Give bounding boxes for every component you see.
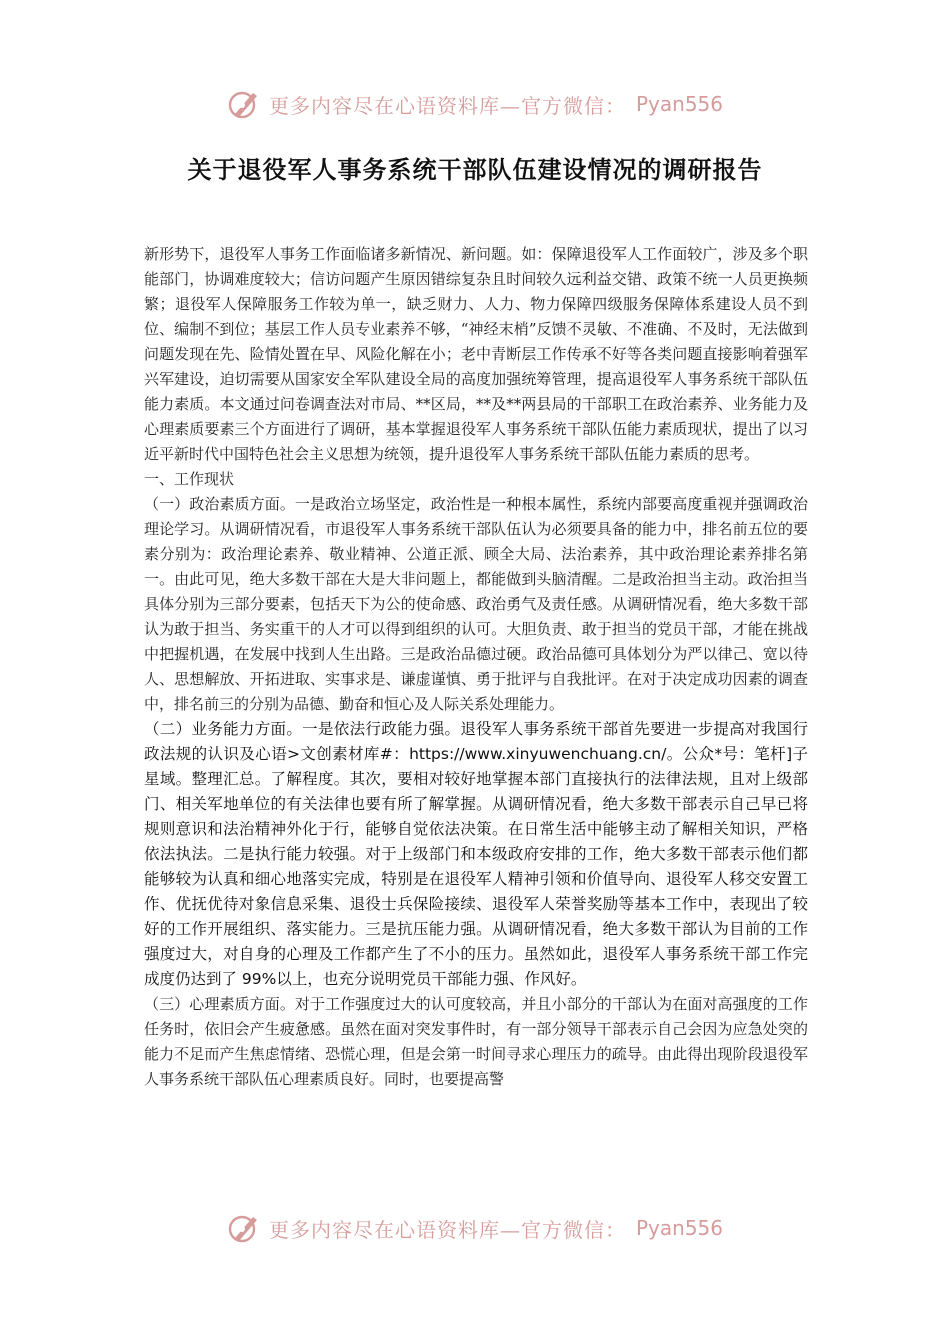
banner-wechat-id: Pyan556	[635, 1216, 723, 1240]
pen-logo-icon	[227, 1211, 261, 1245]
banner-text: 更多内容尽在心语资料库—官方微信：	[268, 93, 626, 118]
header-watermark-banner	[0, 82, 950, 126]
document-title: 关于退役军人事务系统干部队伍建设情况的调研报告	[187, 156, 763, 184]
pen-logo-icon	[227, 87, 261, 121]
paragraph-political: （一）政治素质方面。一是政治立场坚定，政治性是一种根本属性，系统内部要高度重视并强调政治理论学习。从调研情况看，市退役军人事务系统干部队伍认为必须要具备的能力中，排名前五位的要素分别为：政治理论素养、敬业精神、公道正派、顾全大局、法治素养，其中政治理论素养排名第一。由此可见，绝大多数干部在大是大非问题上，都能做到头脑清醒。二是政治担当主动。政治担当具体分别为三部分要素，包括天下为公的使命感、政治勇气及责任感。从调研情况看，绝大多数干部认为敢于担当、务实重干的人才可以得到组织的认可。大胆负责、敢于担当的党员干部，才能在挑战中把握机遇，在发展中找到人生出路。三是政治品德过硬。政治品德可具体划分为严以律己、宽以待人、思想解放、开拓进取、实事求是、谦虚谨慎、勇于批评与自我批评。在对于决定成功因素的调查中，排名前三的分别为品德、勤奋和恒心及人际关系处理能力。	[144, 495, 808, 713]
section-heading: 一、工作现状	[144, 470, 235, 488]
banner-wechat-id: Pyan556	[635, 92, 723, 116]
banner-text: 更多内容尽在心语资料库—官方微信：	[268, 1217, 626, 1242]
footer-watermark-banner	[0, 1206, 950, 1250]
intro-paragraph: 新形势下，退役军人事务工作面临诸多新情况、新问题。如：保障退役军人工作面较广，涉及多个职能部门，协调难度较大；信访问题产生原因错综复杂且时间较久远利益交错、政策不统一人员更换频繁；退役军人保障服务工作较为单一，缺乏财力、人力、物力保障四级服务保障体系建设人员不到位、编制不到位；基层工作人员专业素养不够，“神经末梢”反馈不灵敏、不准确、不及时，无法做到问题发现在先、险情处置在早、风险化解在小；老中青断层工作传承不好等各类问题直接影响着强军兴军建设，迫切需要从国家安全军队建设全局的高度加强统筹管理，提高退役军人事务系统干部队伍能力素质。本文通过问卷调查法对市局、**区局，**及**两县局的干部职工在政治素养、业务能力及心理素质要素三个方面进行了调研，基本掌握退役军人事务系统干部队伍能力素质现状，提出了以习近平新时代中国特色社会主义思想为统领，提升退役军人事务系统干部队伍能力素质的思考。	[144, 245, 808, 463]
paragraph-business: （二）业务能力方面。一是依法行政能力强。退役军人事务系统干部首先要进一步提高对我国行政法规的认识及心语>文创素材库#：https://www.xinyuwenchuang.cn/。公众*号：笔杆]子星域。整理汇总。了解程度。其次，要相对较好地掌握本部门直接执行的法律法规，且对上级部门、相关军地单位的有关法律也要有所了解掌握。从调研情况看，绝大多数干部表示自己早已将规则意识和法治精神外化于行，能够自觉依法决策。在日常生活中能够主动了解相关知识，严格依法执法。二是执行能力较强。对于上级部门和本级政府安排的工作，绝大多数干部表示他们都能够较为认真和细心地落实完成，特别是在退役军人精神引领和价值导向、退役军人移交安置工作、优抚优待对象信息采集、退役士兵保险接续、退役军人荣誉奖励等基本工作中，表现出了较好的工作开展组织、落实能力。三是抗压能力强。从调研情况看，绝大多数干部认为目前的工作强度过大，对自身的心理及工作都产生了不小的压力。虽然如此，退役军人事务系统干部工作完成度仍达到了 99%以上，也充分说明党员干部能力强、作风好。	[144, 720, 808, 988]
document-body	[144, 242, 808, 1092]
paragraph-psychological: （三）心理素质方面。对于工作强度过大的认可度较高，并且小部分的干部认为在面对高强度的工作任务时，依旧会产生疲惫感。虽然在面对突发事件时，有一部分领导干部表示自己会因为应急处突的能力不足而产生焦虑情绪、恐慌心理，但是会第一时间寻求心理压力的疏导。由此得出现阶段退役军人事务系统干部队伍心理素质良好。同时，也要提高警	[144, 995, 808, 1088]
